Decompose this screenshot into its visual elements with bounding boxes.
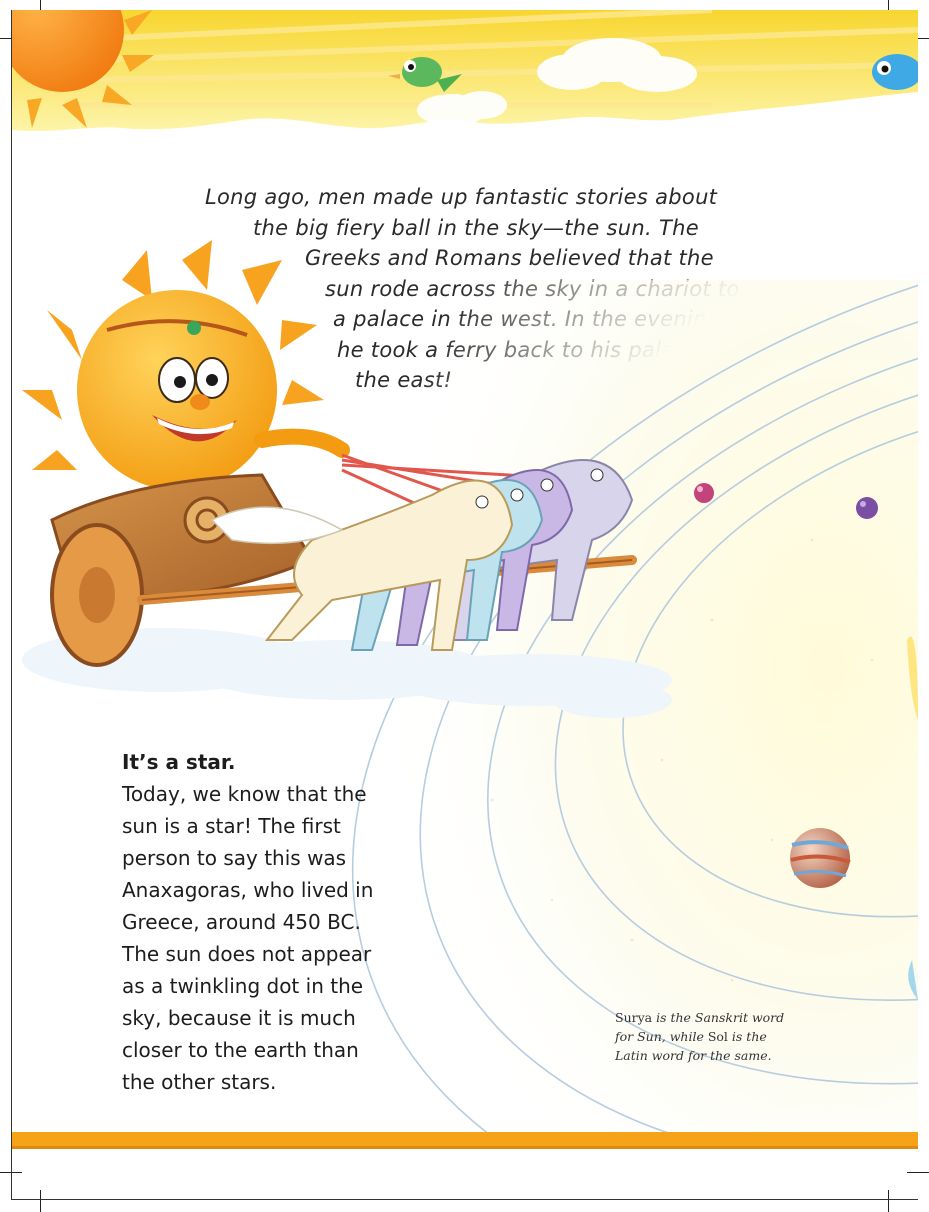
paragraph-line: person to say this was — [122, 846, 347, 870]
caption-word-sol: Sol — [707, 1029, 728, 1044]
caption-text: is the Sanskrit word — [652, 1010, 785, 1025]
crop-mark — [907, 1172, 929, 1173]
planet-icon — [694, 483, 714, 503]
paragraph-line: Greece, around 450 BC. — [122, 910, 361, 934]
footer-bar — [12, 1132, 918, 1146]
image-caption — [615, 1008, 815, 1065]
intro-line: Long ago, men made up fantastic stories about — [205, 185, 718, 209]
paragraph-line: closer to the earth than — [122, 1038, 359, 1062]
paragraph-line: the other stars. — [122, 1070, 277, 1094]
intro-line: Greeks and Romans believed that the — [305, 246, 714, 270]
crop-mark — [40, 1190, 41, 1212]
paragraph-line: sky, because it is much — [122, 1006, 356, 1030]
footer-bar-shadow — [12, 1146, 918, 1149]
paragraph-line: sun is a star! The first — [122, 814, 341, 838]
paragraph-line: The sun does not appear — [122, 942, 372, 966]
paragraph-line: Today, we know that the — [122, 782, 367, 806]
paragraph-line: as a twinkling dot in the — [122, 974, 364, 998]
caption-text: is the — [727, 1029, 767, 1044]
caption-line — [615, 1008, 815, 1027]
main-paragraph — [122, 746, 422, 1098]
intro-line: the big fiery ball in the sky—the sun. The — [253, 215, 699, 240]
caption-line: Latin word for the same. — [615, 1048, 772, 1063]
planet-icon — [856, 497, 878, 519]
paragraph-line: Anaxagoras, who lived in — [122, 878, 374, 902]
caption-word-surya: Surya — [615, 1010, 653, 1025]
sky-banner — [12, 10, 918, 150]
sun-icon — [77, 290, 277, 490]
section-heading: It’s a star. — [122, 750, 236, 774]
caption-text: for Sun, while — [615, 1029, 708, 1044]
planet-icon — [790, 828, 850, 888]
crop-mark — [888, 1190, 889, 1212]
caption-line — [615, 1027, 815, 1046]
page-border-bottom — [11, 1199, 918, 1200]
